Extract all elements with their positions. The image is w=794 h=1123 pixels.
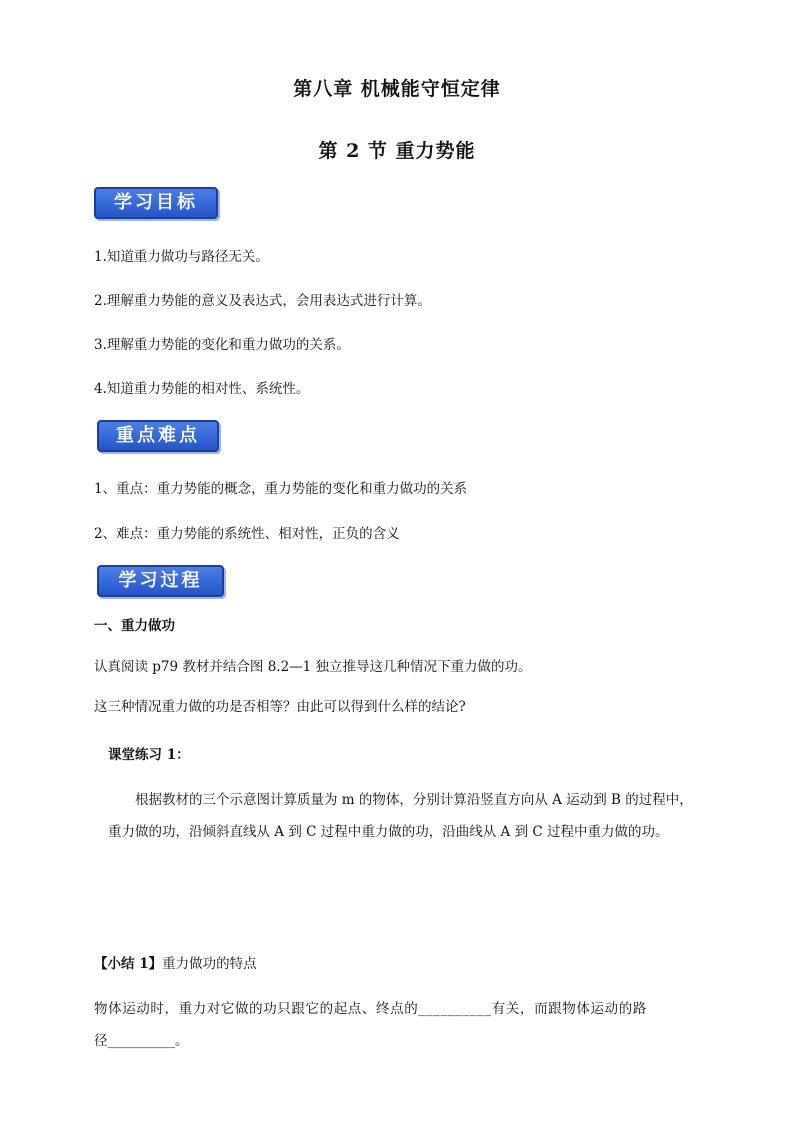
fill-in-blank: 径__________。 [94, 1033, 189, 1049]
summary-text: 重力做功的特点 [162, 956, 257, 972]
fill-in-blank: 物体运动时，重力对它做的功只跟它的起点、终点的__________有关，而跟物体运动的路 [94, 1001, 647, 1017]
learning-goals-banner: 学习目标 [94, 187, 218, 219]
goal-item: 2.理解重力势能的意义及表达式，会用表达式进行计算。 [94, 293, 431, 309]
summary-label: 【小结 1】 [94, 956, 163, 972]
paragraph: 认真阅读 p79 教材并结合图 8.2—1 独立推导这几种情况下重力做的功。 [94, 659, 532, 675]
section-heading: 一、重力做功 [94, 618, 175, 634]
key-points-banner: 重点难点 [97, 420, 219, 452]
goal-item: 4.知道重力势能的相对性、系统性。 [94, 381, 310, 397]
exercise-text: 根据教材的三个示意图计算质量为 m 的物体，分别计算沿竖直方向从 A 运动到 B 的过程中， [135, 792, 693, 808]
goal-item: 3.理解重力势能的变化和重力做功的关系。 [94, 337, 350, 353]
section-title: 第 2 节 重力势能 [318, 140, 476, 162]
key-point-item: 2、难点：重力势能的系统性、相对性，正负的含义 [94, 526, 400, 542]
exercise-text: 重力做的功，沿倾斜直线从 A 到 C 过程中重力做的功，沿曲线从 A 到 C 过程中重力做的功。 [108, 824, 669, 840]
paragraph: 这三种情况重力做的功是否相等？由此可以得到什么样的结论? [94, 699, 466, 715]
exercise-title: 课堂练习 1： [108, 747, 190, 763]
chapter-title: 第八章 机械能守恒定律 [293, 78, 501, 100]
summary-line [94, 952, 257, 972]
key-point-item: 1、重点：重力势能的概念，重力势能的变化和重力做功的关系 [94, 481, 468, 497]
goal-item: 1.知道重力做功与路径无关。 [94, 249, 269, 265]
learning-process-banner: 学习过程 [97, 565, 224, 597]
